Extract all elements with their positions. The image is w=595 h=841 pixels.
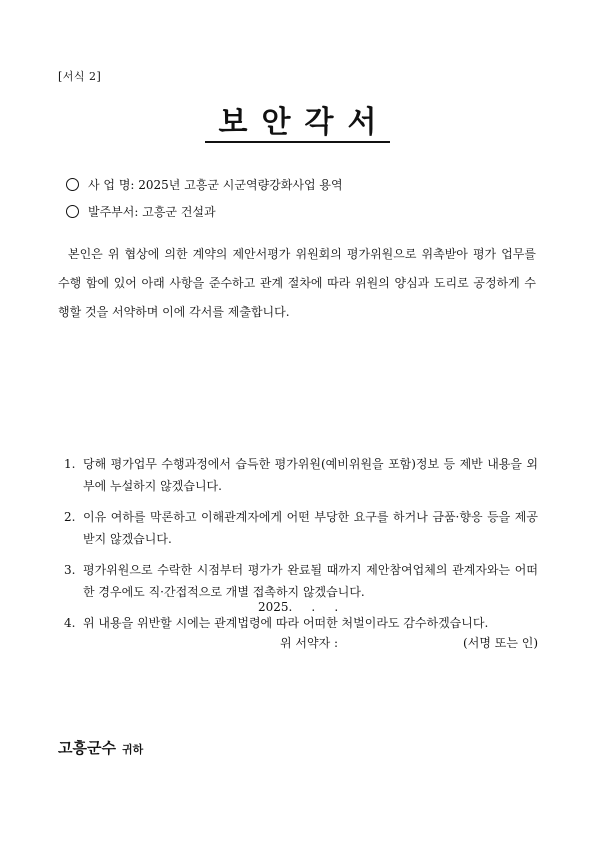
pledge-text: 평가위원으로 수락한 시점부터 평가가 완료될 때까지 제안참여업체의 관계자와는 어떠한 경우에도 직·간접적으로 개별 접촉하지 않겠습니다.: [83, 563, 538, 599]
pledge-list: [64, 453, 538, 643]
pledge-item: [64, 453, 538, 497]
intro-paragraph: 본인은 위 협상에 의한 계약의 제안서평가 위원회의 평가위원으로 위촉받아 평가 업무를 수행 함에 있어 아래 사항을 준수하고 관계 절차에 따라 위원의 양심과 도리로 공정하게 수행할 것을 서약하며 이에 각서를 제출합니다.: [58, 247, 536, 319]
document-title-text: 보안각서: [205, 105, 391, 143]
document-title: [0, 103, 595, 143]
project-name-line: [66, 176, 343, 193]
signature-line: [280, 634, 538, 651]
department-line: [66, 203, 216, 220]
department: 발주부서: 고흥군 건설과: [88, 205, 216, 219]
pledge-text: 당해 평가업무 수행과정에서 습득한 평가위원(예비위원을 포함)정보 등 제반 내용을 외부에 누설하지 않겠습니다.: [83, 457, 538, 493]
signer-label: 위 서약자 :: [280, 636, 339, 650]
pledge-number: 2.: [64, 510, 76, 524]
signature-mark: (서명 또는 인): [463, 636, 538, 650]
recipient-honorific: 귀하: [121, 743, 144, 756]
pledge-number: 4.: [64, 616, 76, 630]
circle-bullet-icon: [66, 205, 79, 218]
pledge-item: [64, 612, 538, 634]
form-number: [서식 2]: [58, 70, 102, 83]
pledge-text: 이유 여하를 막론하고 이해관계자에게 어떤 부당한 요구를 하거나 금품·향응 등을 제공받지 않겠습니다.: [83, 510, 538, 546]
recipient: [58, 737, 143, 758]
pledge-item: [64, 559, 538, 603]
pledge-item: [64, 506, 538, 550]
pledge-text: 위 내용을 위반할 시에는 관계법령에 따라 어떠한 처벌이라도 감수하겠습니다.: [83, 616, 489, 630]
recipient-name: 고흥군수: [58, 739, 116, 757]
project-name: 사 업 명: 2025년 고흥군 시군역량강화사업 용역: [88, 178, 343, 192]
date-line: 2025. . .: [258, 600, 339, 614]
pledge-number: 3.: [64, 563, 76, 577]
circle-bullet-icon: [66, 178, 79, 191]
pledge-number: 1.: [64, 457, 76, 471]
